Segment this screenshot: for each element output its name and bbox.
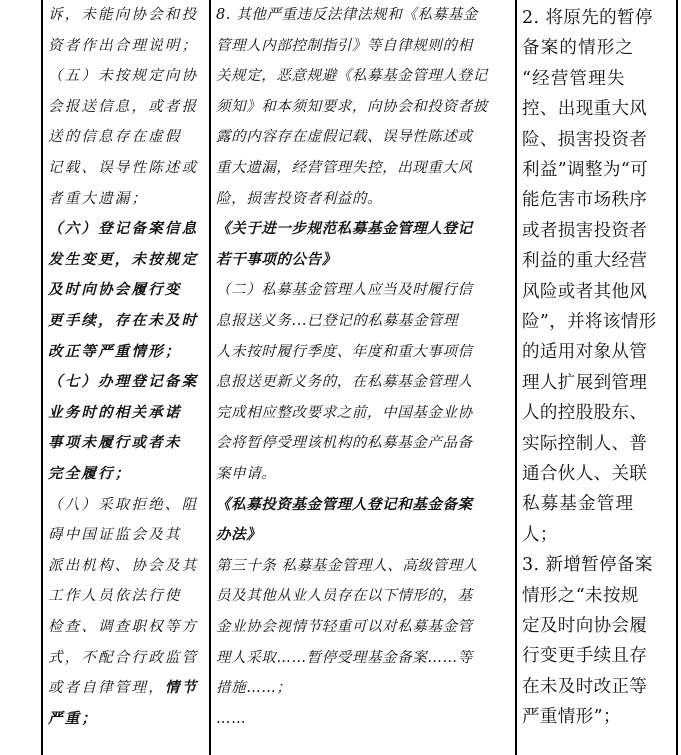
text-line-content: 重大遗漏，经营管理失控，出现重大风 <box>216 160 473 176</box>
text-line-content: 会将暂停受理该机构的私募基金产品备 <box>216 435 473 452</box>
text-line <box>216 433 473 453</box>
text-line <box>522 615 647 637</box>
text-line <box>216 311 458 331</box>
text-line-content: 行变更手续且存 <box>522 646 648 667</box>
text-line-content: 控、出现重大风 <box>522 99 648 120</box>
text-line <box>48 495 198 515</box>
text-line-content: 的适用对象从管 <box>522 342 648 363</box>
text-line-content: 人的控股股东、 <box>522 403 648 424</box>
column-original-rules <box>48 0 206 755</box>
text-line-content: 定及时向协会履 <box>522 616 648 636</box>
text-line-content: 办法》 <box>216 526 262 544</box>
text-line <box>522 129 647 151</box>
text-line <box>48 250 198 270</box>
text-line-content: 险”，并将该情形 <box>522 312 657 332</box>
text-line <box>522 706 621 728</box>
text-line-content: 严重情形”； <box>522 707 621 728</box>
text-line <box>216 525 261 545</box>
text-line <box>48 709 98 729</box>
text-line-content: （六）登记备案信息 <box>48 220 199 238</box>
text-line-content: 关规定，恶意规避《私募基金管理人登记 <box>216 68 488 85</box>
text-line-content: 式，不配合行政监管 <box>48 649 199 666</box>
text-line <box>216 219 473 239</box>
text-line-content: （八）采取拒绝、阻 <box>48 496 199 513</box>
text-line-content: 或者自律管理， <box>48 680 165 697</box>
text-line-content: 完全履行； <box>48 465 132 482</box>
text-line-content: 利益的重大经营 <box>522 251 648 272</box>
text-line-content: 改正等严重情形； <box>48 342 182 360</box>
text-line <box>48 648 198 668</box>
text-line <box>48 311 198 331</box>
text-line-content: 严重； <box>48 709 99 727</box>
table-border-right <box>676 0 678 755</box>
text-line-content: 员及其他从业人员存在以下情形的，基 <box>216 588 473 605</box>
text-line <box>522 676 647 698</box>
text-line-content: 在未及时改正等 <box>522 676 648 697</box>
text-line-content: 会报送信息，或者报 <box>48 98 199 115</box>
text-line <box>48 372 198 392</box>
text-line-content: 碍中国证监会及其 <box>48 527 182 544</box>
text-line-content: 实际控制人、普 <box>522 433 648 454</box>
text-line <box>48 189 148 209</box>
text-line <box>216 189 382 209</box>
text-line-content: 金业协会视情节轻重可以对私募基金管 <box>216 619 473 635</box>
text-line <box>522 250 647 272</box>
text-line-content: 利益”调整为“可 <box>522 160 649 180</box>
column-change-notes <box>522 0 672 755</box>
text-line <box>522 524 558 546</box>
text-line <box>216 158 473 178</box>
text-line <box>522 585 639 607</box>
text-line <box>48 464 132 484</box>
text-line <box>216 5 478 25</box>
text-line-content: （二）私募基金管理人应当及时履行信 <box>216 282 473 299</box>
table-border-left <box>41 0 43 755</box>
text-line <box>216 709 246 729</box>
text-line-content: 诉，未能向协会和投 <box>48 7 199 23</box>
text-line-content: 3. 新增暂停备案 <box>522 555 653 576</box>
text-line <box>48 127 182 147</box>
text-line <box>216 372 473 392</box>
text-line-content: 管理人内部控制指引》等自律规则的相 <box>216 37 473 54</box>
text-line <box>522 311 657 333</box>
text-line-bold-tail: 情节 <box>164 679 199 697</box>
text-line <box>216 495 473 515</box>
text-line <box>522 189 647 211</box>
text-line-content: （五）未按规定向协 <box>48 68 199 85</box>
text-line <box>522 98 647 120</box>
text-line-content: 险，损害投资者利益的。 <box>216 190 383 207</box>
text-line-content: 事项未履行或者未 <box>48 434 182 452</box>
text-line <box>522 372 647 394</box>
text-line <box>48 158 198 178</box>
text-line <box>48 219 198 239</box>
text-line <box>48 66 198 86</box>
text-line-content: 工作人员依法行使 <box>48 588 182 605</box>
text-line <box>522 159 648 181</box>
text-line-content: 业务时的相关承诺 <box>48 403 182 421</box>
text-line-content: 《私募投资基金管理人登记和基金备案 <box>216 495 473 513</box>
text-line-content: 理人采取……暂停受理基金备案……等 <box>216 649 473 666</box>
text-line <box>48 36 198 56</box>
text-line-content: 《关于进一步规范私募基金管理人登记 <box>216 220 473 238</box>
text-line <box>216 464 276 484</box>
text-line-content: 完成相应整改要求之前，中国基金业协 <box>216 404 473 421</box>
text-line-content: 险、损害投资者 <box>522 129 648 150</box>
text-line <box>216 66 488 86</box>
text-line <box>48 556 198 576</box>
text-line-content: 息报送更新义务的，在私募基金管理人 <box>216 374 473 391</box>
text-line-content: 能危害市场秩序 <box>522 190 648 211</box>
text-line-content: 或者损害投资者 <box>522 220 648 241</box>
text-line <box>216 342 473 362</box>
text-line <box>522 463 647 485</box>
text-line <box>48 525 182 545</box>
text-line-content: 案申请。 <box>216 466 277 482</box>
text-line <box>216 280 473 300</box>
text-line <box>48 342 182 362</box>
table-divider-2 <box>515 0 517 755</box>
text-line-content: …… <box>216 710 247 727</box>
text-line-content: “经营管理失 <box>522 68 626 89</box>
text-line <box>48 280 182 300</box>
text-line <box>216 36 473 56</box>
text-line <box>48 617 198 637</box>
text-line <box>522 220 647 242</box>
text-line <box>48 5 198 25</box>
text-line <box>48 97 198 117</box>
text-line <box>216 127 473 147</box>
text-line-content: 风险或者其他风 <box>522 281 648 302</box>
text-line-content: 理人扩展到管理 <box>522 372 648 393</box>
text-line <box>216 556 478 576</box>
column-related-regulations <box>216 0 514 755</box>
text-line <box>216 678 292 698</box>
text-line <box>216 617 473 637</box>
text-line-content: 更手续，存在未及时 <box>48 312 199 329</box>
text-line <box>48 586 182 606</box>
text-line-content: 送的信息存在虚假 <box>48 129 182 146</box>
text-line-content: 人未按时履行季度、年度和重大事项信 <box>216 343 473 360</box>
text-line-content: 人； <box>522 524 558 545</box>
text-line-content: 露的内容存在虚假记载、误导性陈述或 <box>216 129 473 146</box>
text-line <box>522 281 647 303</box>
text-line <box>522 341 647 363</box>
text-line <box>522 402 647 424</box>
text-line-content: 情形之“未按规 <box>522 585 639 606</box>
text-line-content: 及时向协会履行变 <box>48 281 182 299</box>
text-line-content: 若干事项的公告》 <box>216 250 337 268</box>
text-line-content: （七）办理登记备案 <box>48 373 199 391</box>
text-line <box>522 68 626 90</box>
text-line <box>216 250 337 270</box>
text-line-content: 2. 将原先的暂停 <box>522 8 653 28</box>
text-line-content: 发生变更，未按规定 <box>48 250 199 268</box>
text-line-content: 措施……； <box>216 680 292 697</box>
text-line-content: 息报送义务...已登记的私募基金管理 <box>216 313 459 329</box>
text-line <box>522 433 647 455</box>
text-line-content: 资者作出合理说明； <box>48 37 199 54</box>
text-line <box>216 403 473 423</box>
text-line-content: 私募基金管理 <box>522 494 635 515</box>
text-line <box>216 97 488 117</box>
text-line <box>216 586 473 606</box>
text-line <box>522 645 647 667</box>
table-divider-1 <box>209 0 211 755</box>
text-line <box>48 433 182 453</box>
text-line-content: 记载、误导性陈述或 <box>48 160 199 176</box>
text-line-content: 者重大遗漏； <box>48 190 149 207</box>
text-line <box>48 403 182 423</box>
text-line-content: 8. 其他严重违反法律法规和《私募基金 <box>216 7 478 23</box>
text-line-content: 派出机构、协会及其 <box>48 557 199 574</box>
text-line <box>522 493 634 515</box>
text-line <box>216 648 473 668</box>
text-line <box>522 37 634 59</box>
text-line <box>48 678 198 698</box>
text-line-content: 检查、调查职权等方 <box>48 619 199 635</box>
text-line <box>522 554 653 576</box>
text-line-content: 通合伙人、关联 <box>522 464 648 484</box>
text-line-content: 备案的情形之 <box>522 38 635 59</box>
text-line <box>522 7 653 29</box>
text-line-content: 第三十条 私募基金管理人、高级管理人 <box>216 557 478 574</box>
text-line-content: 须知》和本须知要求，向协会和投资者披 <box>216 98 488 115</box>
